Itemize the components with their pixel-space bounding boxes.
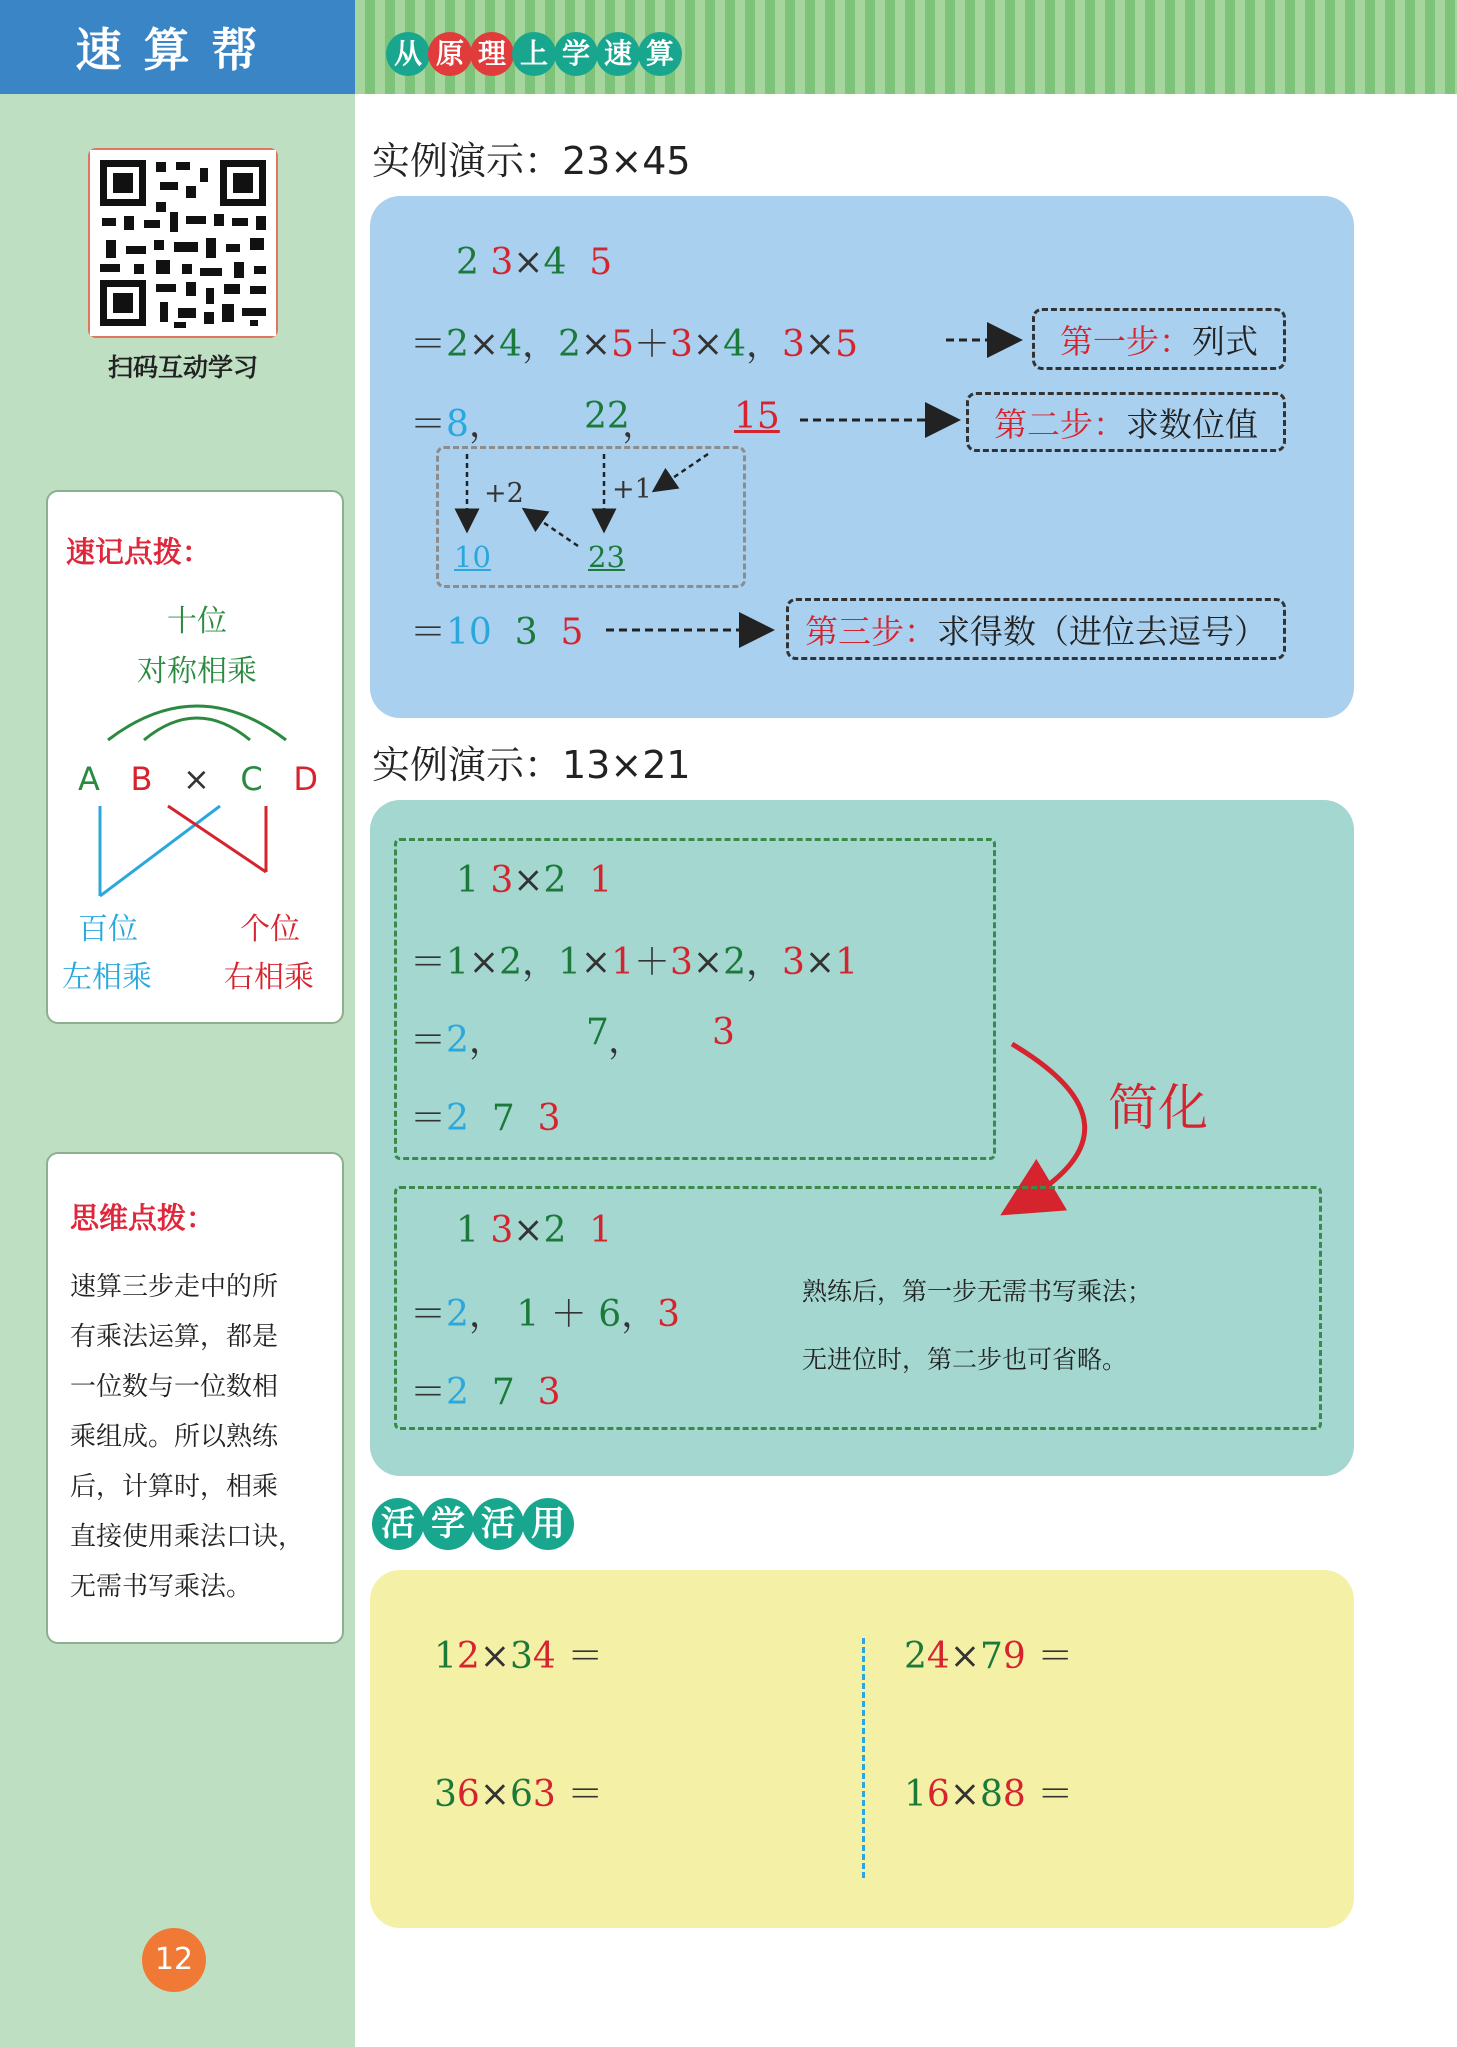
ex2-line4 [410, 1090, 561, 1141]
digit: 2 [558, 324, 581, 365]
digit: 2 [543, 1210, 567, 1251]
digit: 1 [589, 860, 613, 901]
thinking-tip-line: 速算三步走中的所 [70, 1272, 279, 1302]
banner-char: 从 [386, 32, 430, 76]
ones-label: 个位 [240, 912, 300, 947]
carry-23: 23 [588, 540, 625, 574]
digit: 3 [657, 1294, 681, 1335]
op: × [692, 324, 724, 365]
digit: 3 [537, 1098, 561, 1139]
qr-caption: 扫码互动学习 [107, 353, 258, 382]
letter-d: D [293, 760, 318, 798]
digit: 3 [782, 324, 805, 365]
digit: 7 [491, 1098, 515, 1139]
step1-box [1032, 308, 1286, 370]
op: × [580, 942, 612, 983]
digit: 3 [509, 1636, 533, 1677]
banner-char: 理 [470, 32, 514, 76]
ones-rule: 右相乘 [224, 960, 314, 995]
step2-box [966, 392, 1286, 452]
equals-sign: ＝ [410, 1372, 447, 1413]
equals-sign: ＝ [410, 1098, 447, 1139]
comma: ， [468, 404, 505, 445]
digit: 3 [490, 1210, 514, 1251]
digit: 4 [926, 1636, 950, 1677]
ex2-s-line3 [410, 1364, 561, 1415]
brand-title: 速算帮 [0, 0, 355, 94]
ex2-line1 [456, 860, 612, 901]
ex1-15: 15 [734, 396, 780, 437]
op: ＋ [550, 1294, 587, 1335]
cross-multiply-diagram [48, 682, 346, 932]
banner-char: 上 [512, 32, 556, 76]
times-sign: × [513, 242, 544, 283]
equals-sign: ＝ [1037, 1774, 1074, 1815]
digit: 3 [712, 1012, 735, 1053]
digit: 2 [723, 942, 746, 983]
digit: 3 [490, 860, 514, 901]
simplify-label: 简化 [1108, 1079, 1208, 1137]
practice-problem-4[interactable] [904, 1766, 1073, 1817]
thinking-tip-line: 无需书写乘法。 [70, 1572, 253, 1602]
digit: 2 [446, 1098, 469, 1139]
digit: 2 [904, 1636, 927, 1677]
banner-char: 原 [428, 32, 472, 76]
digit: 7 [491, 1372, 515, 1413]
digit: 3 [670, 942, 693, 983]
page-number: 12 [142, 1928, 206, 1992]
thinking-tip-title: 思维点拨： [70, 1201, 216, 1235]
op: × [468, 942, 500, 983]
step1-label: 第一步： [1060, 321, 1192, 361]
tens-label: 十位 [167, 604, 227, 639]
practice-problem-2[interactable] [904, 1628, 1073, 1679]
digit: 5 [611, 324, 634, 365]
digit: 1 [434, 1636, 457, 1677]
comma: ， [746, 324, 783, 365]
thinking-tip-line: 有乘法运算，都是 [70, 1322, 279, 1352]
digit: 7 [586, 1012, 609, 1053]
comma: ， [621, 1294, 658, 1335]
digit: 10 [446, 612, 492, 653]
ex2-s-line1 [456, 1210, 612, 1251]
memory-tip-title: 速记点拨： [66, 535, 212, 569]
comma: ， [622, 404, 659, 445]
ex2-s-line2 [410, 1286, 680, 1337]
digit: 1 [611, 942, 634, 983]
digit: 2 [446, 1294, 469, 1335]
op: × [804, 324, 836, 365]
equals-sign: ＝ [410, 942, 447, 983]
example1-heading: 实例演示：23×45 [372, 139, 691, 183]
digit: 3 [490, 242, 514, 283]
times-sign: × [513, 860, 544, 901]
thinking-tip-line: 后，计算时，相乘 [70, 1472, 279, 1502]
digit: 1 [516, 1294, 540, 1335]
letter-c: C [240, 760, 263, 798]
digit: 4 [543, 242, 567, 283]
thinking-tip-line: 一位数与一位数相 [70, 1372, 279, 1402]
op: × [468, 324, 500, 365]
comma: ， [468, 1020, 505, 1061]
digit: 1 [835, 942, 858, 983]
step3-label: 第三步： [805, 611, 937, 651]
digit: 5 [835, 324, 858, 365]
digit: 3 [514, 612, 538, 653]
equals-sign: ＝ [410, 324, 447, 365]
carry-plus1: +1 [612, 474, 652, 505]
banner-char: 速 [596, 32, 640, 76]
letter-b: B [130, 760, 153, 798]
equals-sign: ＝ [567, 1774, 604, 1815]
banner-char: 算 [638, 32, 682, 76]
comma: ， [608, 1020, 645, 1061]
digit: 8 [1002, 1774, 1026, 1815]
equals-sign: ＝ [410, 1294, 447, 1335]
step2-label: 第二步： [994, 404, 1126, 444]
ex2-line3 [410, 1012, 505, 1063]
digit: 1 [456, 1210, 479, 1251]
thinking-tip-line: 直接使用乘法口诀， [70, 1522, 305, 1552]
thinking-tip-line: 乘组成。所以熟练 [70, 1422, 279, 1452]
digit: 1 [558, 942, 581, 983]
tens-rule: 对称相乘 [137, 654, 257, 689]
times-sign: × [949, 1636, 980, 1677]
hundreds-label: 百位 [78, 912, 138, 947]
letters-row [78, 760, 318, 798]
times-sign: × [479, 1636, 510, 1677]
ex2-note2: 无进位时，第二步也可省略。 [802, 1345, 1128, 1374]
digit: 3 [434, 1774, 457, 1815]
times-sign: × [479, 1774, 510, 1815]
practice-problem-3[interactable] [434, 1766, 603, 1817]
practice-problem-1[interactable] [434, 1628, 603, 1679]
example2-heading: 实例演示：13×21 [372, 743, 691, 787]
digit: 6 [509, 1774, 533, 1815]
digit: 5 [560, 612, 584, 653]
step1-text: 列式 [1192, 321, 1258, 361]
step3-text: 求得数（进位去逗号） [937, 611, 1267, 651]
carry-10: 10 [454, 540, 491, 574]
equals-sign: ＝ [410, 1020, 447, 1061]
letter-a: A [78, 760, 100, 798]
digit: 2 [456, 242, 479, 283]
step2-text: 求数位值 [1126, 404, 1258, 444]
op: ＋ [634, 324, 671, 365]
digit: 2 [446, 1372, 469, 1413]
digit: 6 [926, 1774, 950, 1815]
times-sign: × [183, 760, 210, 798]
op: × [692, 942, 724, 983]
op: × [804, 942, 836, 983]
practice-char: 学 [422, 1498, 474, 1550]
digit: 2 [543, 860, 567, 901]
ex2-note1: 熟练后，第一步无需书写乘法； [802, 1277, 1153, 1306]
digit: 8 [446, 404, 469, 445]
equals-sign: ＝ [410, 612, 447, 653]
digit: 3 [532, 1774, 556, 1815]
ex1-22: 22 [584, 396, 630, 437]
op: × [580, 324, 612, 365]
comma: ， [522, 324, 559, 365]
digit: 7 [979, 1636, 1003, 1677]
step3-box [786, 598, 1286, 660]
digit: 8 [979, 1774, 1003, 1815]
op: ＋ [634, 942, 671, 983]
practice-char: 活 [472, 1498, 524, 1550]
practice-char: 用 [522, 1498, 574, 1550]
digit: 6 [598, 1294, 622, 1335]
digit: 1 [446, 942, 469, 983]
digit: 1 [456, 860, 479, 901]
digit: 4 [532, 1636, 556, 1677]
digit: 6 [456, 1774, 480, 1815]
digit: 4 [499, 324, 522, 365]
thinking-tip-body [70, 1262, 304, 1612]
practice-title [372, 1498, 572, 1550]
thinking-tip-box [46, 1152, 344, 1644]
digit: 2 [446, 324, 469, 365]
digit: 3 [782, 942, 805, 983]
digit: 3 [670, 324, 693, 365]
digit: 1 [904, 1774, 927, 1815]
equals-sign: ＝ [1037, 1636, 1074, 1677]
times-sign: × [949, 1774, 980, 1815]
comma: ， [746, 942, 783, 983]
equals-sign: ＝ [410, 404, 447, 445]
digit: 2 [456, 1636, 480, 1677]
digit: 9 [1002, 1636, 1026, 1677]
equals-sign: ＝ [567, 1636, 604, 1677]
hundreds-rule: 左相乘 [62, 960, 152, 995]
ex2-line2 [410, 934, 858, 985]
comma: ， [468, 1294, 505, 1335]
carry-plus2: +2 [484, 478, 524, 509]
practice-divider [862, 1638, 865, 1878]
practice-char: 活 [372, 1498, 424, 1550]
banner-char: 学 [554, 32, 598, 76]
digit: 5 [589, 242, 613, 283]
digit: 3 [537, 1372, 561, 1413]
times-sign: × [513, 1210, 544, 1251]
digit: 2 [499, 942, 522, 983]
digit: 4 [723, 324, 746, 365]
digit: 1 [589, 1210, 613, 1251]
digit: 2 [446, 1020, 469, 1061]
comma: ， [522, 942, 559, 983]
